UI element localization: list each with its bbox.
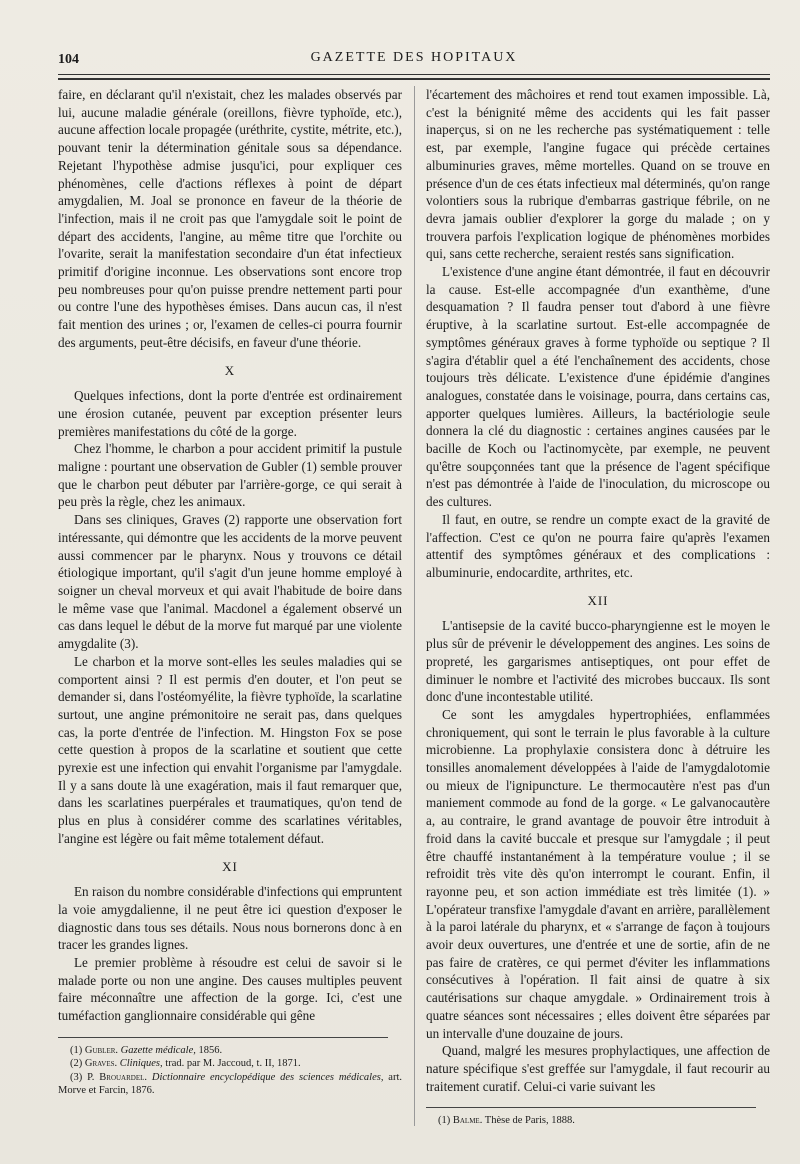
footnote: (2) Graves. Cliniques, trad. par M. Jaccoud, t. II, 1871. (70, 1058, 301, 1070)
footnotes (426, 1114, 770, 1128)
paragraph: Il faut, en outre, se rendre un compte exact de la gravité de l'affection. C'est ce qu'on ne pourra faire qu'après l'examen attentif des symptômes généraux et des complications : albuminurie, endocardite, arthrites, etc. (426, 511, 770, 580)
paragraph: faire, en déclarant qu'il n'existait, chez les malades observés par lui, aucune maladie générale (oreillons, fièvre typhoïde, etc.), aucune affection locale propagée (uréthrite, cystite, métrite, etc.), pouvant tenir la détermination génitale sous sa dépendance. Rejetant l'hypothèse admise jusqu'ici, pour expliquer ces phénomènes, celle d'actions réflexes à point de départ amygdalien, M. Joal se prononce en faveur de la théorie de l'infection, mais il ne croit pas que l'amygdale soit le point de départ des accidents, l'angine, au même titre que l'orchite ou l'ovarite, serait la manifestation secondaire d'un état infectieux primitif d'origine inconnue. Les observations sont encore trop peu nombreuses pour qu'on puisse prendre nettement parti pour ou contre l'une des hypothèses émises. Dans aucun cas, il n'est fait mention des urines ; or, l'examen de celles-ci pourra fournir des arguments, peut-être décisifs, en faveur d'une théorie. (58, 87, 402, 350)
paragraph: l'écartement des mâchoires et rend tout examen impossible. Là, c'est la bénignité même des accidents qui les fait passer inaperçus, si on ne les recherche pas systématiquement : telle est, par exemple, l'angine fugace qui précède certaines albuminuries graves, même mortelles. Quand on se trouve en présence d'un de ces états infectieux mal déterminés, qu'on range volontiers sous la rubrique d'embarras gastrique fébrile, on ne devra jamais oublier d'explorer la gorge du malade ; on y trouvera parfois l'explication logique de phénomènes morbides qui, sans cette recherche, seraient restés sans signification. (426, 87, 770, 262)
footnotes (58, 1044, 402, 1098)
footnote: (1) Balme. Thèse de Paris, 1888. (438, 1115, 575, 1127)
header-rule (58, 74, 770, 75)
page-header (58, 48, 770, 72)
paragraph: Quelques infections, dont la porte d'entrée est ordinairement une érosion cutanée, peuvent par exception présenter leurs premières manifestations du côté de la gorge. (58, 388, 402, 439)
footnote: (3) P. Brouardel. Dictionnaire encyclopédique des sciences médicales, art. Morve et Farcin, 1876. (58, 1071, 403, 1097)
column-divider (414, 86, 415, 1126)
left-column (58, 86, 402, 1098)
footnote-rule (426, 1107, 756, 1108)
footnote-rule (58, 1037, 388, 1038)
section-heading-xi: XI (222, 858, 238, 874)
paragraph: Quand, malgré les mesures prophylactiques, une affection de nature spécifique s'est greffée sur l'amygdale, il faut recourir au traitement curatif. Celui-ci varie suivant les (426, 1043, 770, 1094)
section-heading-xii: XII (587, 592, 609, 608)
header-rule-thick (58, 78, 770, 80)
journal-title: GAZETTE DES HOPITAUX (310, 50, 518, 65)
paragraph: En raison du nombre considérable d'infections qui empruntent la voie amygdalienne, il ne peut être ici question d'exposer le diagnostic dans tous ses détails. Nous nous bornerons donc à en tracer les grandes lignes. (58, 884, 402, 953)
paragraph: Chez l'homme, le charbon a pour accident primitif la pustule maligne : pourtant une observation de Gubler (1) semble prouver que le charbon peut débuter par l'arrière-gorge, ce qui serait à peu près la règle, chez les animaux. (58, 441, 402, 510)
paragraph: L'existence d'une angine étant démontrée, il faut en découvrir la cause. Est-elle accompagnée d'un exanthème, d'une desquamation ? Il faudra penser tout d'abord à une fièvre éruptive, à la scarlatine surtout. Est-elle accompagnée de symptômes généraux graves à forme typhoïde ou septique ? Il s'agira d'établir quel a été l'enchaînement des accidents, chose toujours très délicate. L'existence d'une épidémie d'angines analogues, constatée dans le voisinage, pourra, dans certains cas, apporter quelques lumières. Ailleurs, la bactériologie seule donnera la clé du diagnostic : certaines angines causées par le bacille de Koch ou l'actinomycète, par exemple, ne peuvent qu'être soupçonnées tant que la présence de l'agent spécifique n'est pas démontrée à l'aide de l'inoculation, du microscope ou des cultures. (426, 264, 770, 510)
paragraph: Dans ses cliniques, Graves (2) rapporte une observation fort intéressante, qui démontre que les accidents de la morve peuvent aussi commencer par le pharynx. Nous y trouvons ce détail étiologique important, qu'il s'agit d'un jeune homme employé à soigner un cheval morveux et qui avait l'habitude de boire dans le même vase que l'animal. Macdonel a également observé un cas dans lequel le début de la morve fut marqué par une violente amygdalite (3). (58, 512, 402, 652)
right-column (426, 86, 770, 1128)
footnote: (1) Gubler. Gazette médicale, 1856. (70, 1044, 223, 1056)
page-number: 104 (58, 52, 79, 67)
section-heading-x: X (224, 362, 236, 378)
paragraph: Ce sont les amygdales hypertrophiées, enflammées chroniquement, qui sont le terrain le plus favorable à la culture microbienne. La prophylaxie consistera donc à détruire les tonsilles anomalement développées à l'aide de l'amygdalotomie ou mieux de l'ignipuncture. Le thermocautère n'est pas d'un maniement commode au fond de la gorge. « Le galvanocautère a, au contraire, le grand avantage de pouvoir être introduit à froid dans la cavité buccale et presque sur l'amygdale ; il peut être chauffé instantanément à la température voulue ; il se refroidit très vite dès qu'on interrompt le courant. Enfin, il rayonne peu, et son action immédiate est très limitée (1). » L'opérateur transfixe l'amygdale d'avant en arrière, parallèlement à la paroi latérale du pharynx, et « s'arrange de façon à toujours avoir deux ouvertures, une d'entrée et une de sortie, afin de ne pas faire de cratères, ce qui permet d'éviter les inflammations consécutives à l'opération. Il fait ainsi de quatre à six cautérisations sur chaque amygdale. » Ordinairement trois à quatre séances sont nécessaires ; elles doivent être séparées par un intervalle d'une douzaine de jours. (426, 706, 770, 1041)
paragraph: Le charbon et la morve sont-elles les seules maladies qui se comportent ainsi ? Il est permis d'en douter, et l'on peut se demander si, dans l'ostéomyélite, la fièvre typhoïde, la scarlatine surtout, une angine prémonitoire ne serait pas, dans quelques cas, la porte d'entrée de l'infection. M. Hingston Fox se pose cette question à propos de la scarlatine et soutient que cette pyrexie est une infection qui envahit l'organisme par l'amygdale. Il y a sans doute là une exagération, mais il faut remarquer que, dans les scarlatines puerpérales et traumatiques, qu'on tend de plus en plus à considérer comme des scarlatines véritables, l'angine est légère ou fait même totalement défaut. (58, 653, 402, 846)
paragraph: L'antisepsie de la cavité bucco-pharyngienne est le moyen le plus sûr de prévenir le développement des angines. Les soins de propreté, les gargarismes antiseptiques, ont pour effet de diminuer le nombre et l'activité des microbes buccaux. Ils sont donc d'une incontestable utilité. (426, 618, 770, 705)
paragraph: Le premier problème à résoudre est celui de savoir si le malade porte ou non une angine. Des causes multiples peuvent faire méconnaître une affection de la gorge. Ici, c'est une tuméfaction ganglionnaire considérable qui gêne (58, 955, 402, 1024)
